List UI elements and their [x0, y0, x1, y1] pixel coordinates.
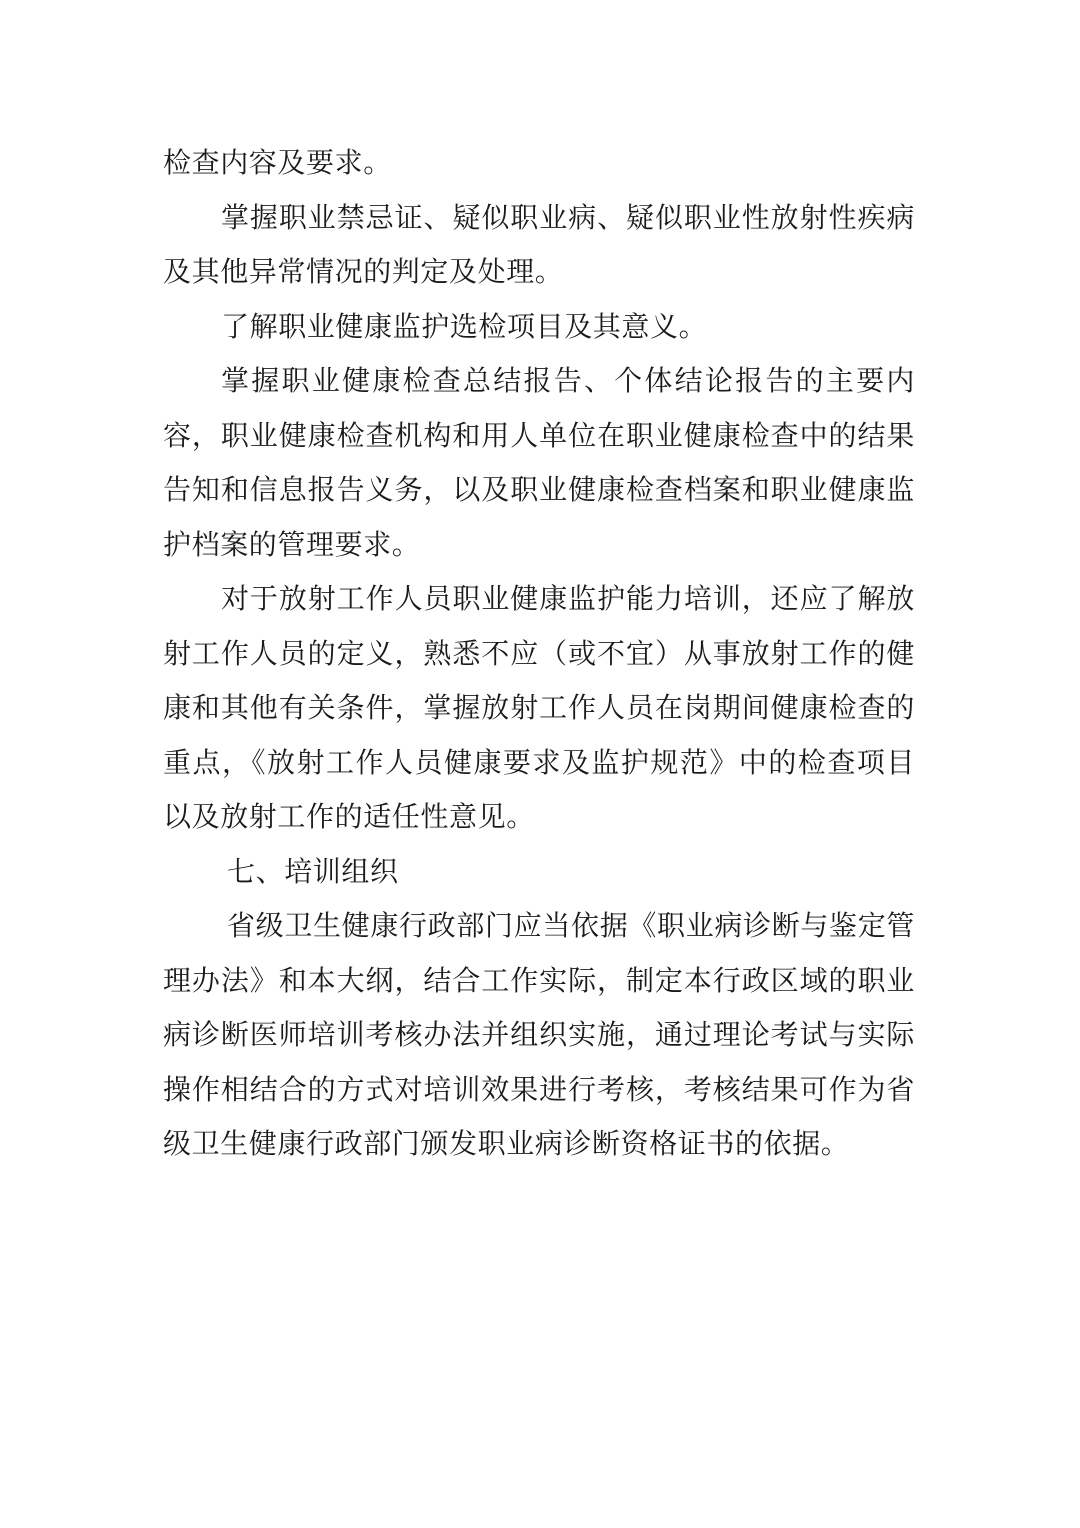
paragraph-continuation: 检查内容及要求。: [163, 146, 392, 179]
paragraph-optional-items: 了解职业健康监护选检项目及其意义。: [221, 309, 708, 343]
paragraph-report-requirements: 掌握职业健康检查总结报告、个体结论报告的主要内容，职业健康检查机构和用人单位在职业健康检查中的结果告知和信息报告义务，以及职业健康检查档案和职业健康监护档案的管理要求。: [163, 364, 915, 561]
paragraph-contraindications: 掌握职业禁忌证、疑似职业病、疑似职业性放射性疾病及其他异常情况的判定及处理。: [163, 200, 915, 288]
paragraph-radiation-workers: 对于放射工作人员职业健康监护能力培训，还应了解放射工作人员的定义，熟悉不应（或不宜）从事放射工作的健康和其他有关条件，掌握放射工作人员在岗期间健康检查的重点，《放射工作人员健康要求及监护规范》中的检查项目以及放射工作的适任性意见。: [163, 582, 915, 833]
document-body: [163, 136, 915, 1172]
section-heading-training-organization: 七、培训组织: [227, 854, 399, 888]
paragraph-training-organization: 省级卫生健康行政部门应当依据《职业病诊断与鉴定管理办法》和本大纲，结合工作实际，制定本行政区域的职业病诊断医师培训考核办法并组织实施，通过理论考试与实际操作相结合的方式对培训效果进行考核，考核结果可作为省级卫生健康行政部门颁发职业病诊断资格证书的依据。: [163, 909, 915, 1160]
